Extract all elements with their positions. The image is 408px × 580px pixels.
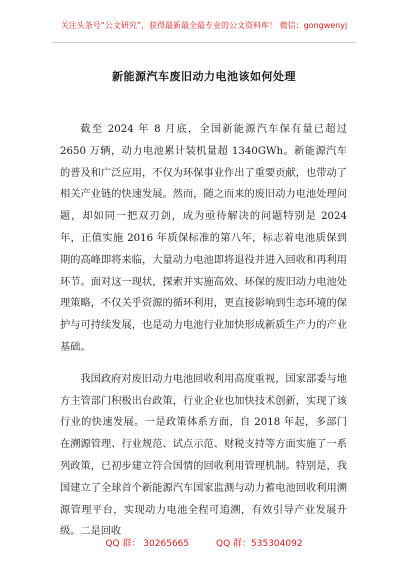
footer-qq-group-1: QQ 群： 30265665 [105,539,190,549]
document-body [60,119,347,553]
header-divider [52,42,356,43]
document-title: 新能源汽车废旧动力电池该如何处理 [112,70,296,83]
footer-qq-group-2: QQ 群：535304092 [216,539,303,549]
paragraph-1: 截至 2024 年 8 月底，全国新能源汽车保有量已超过 2650 万辆，动力电池累计装机量超 1340GWh。新能源汽车的普及和广泛应用，不仅为环保事业作出了重要贡献，也带动了相关产业链的快速发展。然而，随之而来的废旧动力电池处理问题，却如同一把双刃剑，成为亟待解决的问题特别是 2024 年，正值实施 2016 年质保标准的第八年，标志着电池质保到期的高峰即将来临，大量动力电池即将退役并进入回收和再利用环节。面对这一现状，探索并实施高效、环保的废旧动力电池处理策略，不仅关乎资源的循环利用，更直接影响到生态环境的保护与可持续发展，也是动力电池行业加快形成新质生产力的产业基础。 [60,124,347,353]
paragraph-2: 我国政府对废旧动力电池回收利用高度重视，国家部委与地方主管部门积极出台政策，行业企业也加快技术创新，实现了该行业的快速发展。一是政策体系方面，自 2018 年起，多部门在溯源管理、行业规范、试点示范、财税支持等方面实施了一系列政策，已初步建立符合国情的回收利用管理机制。特别是，我国建立了全球首个新能源汽车国家监测与动力蓄电池回收利用溯源管理平台，实现动力电池全程可追溯，有效引导产业发展升级。二是回收 [60,373,347,538]
page-header-notice: 关注头条号“公文研究”，获得最新最全最专业的公文资料库！ 微信：gongwenyj [60,21,348,30]
page-footer [0,536,408,549]
